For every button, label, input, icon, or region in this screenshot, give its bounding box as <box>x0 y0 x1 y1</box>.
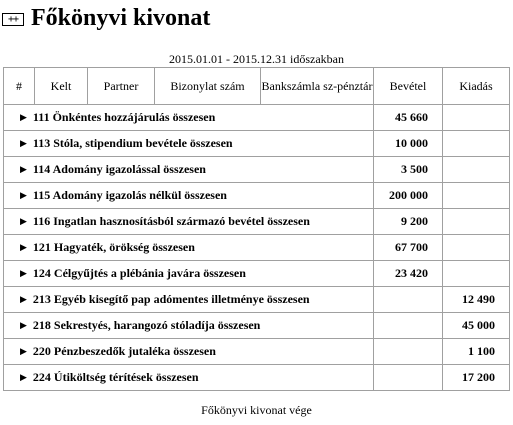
triangle-right-icon[interactable]: ▶ <box>20 216 27 226</box>
table-row[interactable] <box>4 339 510 365</box>
income-cell: 9 200 <box>374 209 443 235</box>
income-cell <box>374 365 443 391</box>
account-summary-cell[interactable] <box>4 105 374 131</box>
income-cell: 67 700 <box>374 235 443 261</box>
column-header-bank-account: Bankszámla sz-pénztár <box>261 68 374 105</box>
triangle-right-icon[interactable]: ▶ <box>20 346 27 356</box>
expense-cell <box>443 183 510 209</box>
column-header-document-number: Bizonylat szám <box>155 68 261 105</box>
table-row[interactable] <box>4 183 510 209</box>
table-row[interactable] <box>4 313 510 339</box>
triangle-right-icon[interactable]: ▶ <box>20 242 27 252</box>
account-summary-cell[interactable] <box>4 287 374 313</box>
table-row[interactable] <box>4 287 510 313</box>
income-cell: 23 420 <box>374 261 443 287</box>
income-cell: 200 000 <box>374 183 443 209</box>
table-row[interactable] <box>4 157 510 183</box>
expense-cell <box>443 157 510 183</box>
column-header-date: Kelt <box>35 68 88 105</box>
page-title: Főkönyvi kivonat <box>31 5 211 31</box>
table-row[interactable] <box>4 365 510 391</box>
income-cell: 10 000 <box>374 131 443 157</box>
account-label: 121 Hagyaték, örökség összesen <box>32 240 195 254</box>
expense-cell <box>443 131 510 157</box>
account-label: 213 Egyéb kisegítő pap adómentes illetménye összesen <box>32 292 310 306</box>
account-label: 115 Adomány igazolás nélkül összesen <box>32 188 227 202</box>
column-header-expense: Kiadás <box>443 68 510 105</box>
expense-cell: 17 200 <box>443 365 510 391</box>
account-label: 224 Útiköltség térítések összesen <box>32 370 199 384</box>
account-label: 111 Önkéntes hozzájárulás összesen <box>32 110 216 124</box>
table-row[interactable] <box>4 105 510 131</box>
triangle-right-icon[interactable]: ▶ <box>20 372 27 382</box>
income-cell <box>374 287 443 313</box>
account-label: 218 Sekrestyés, harangozó stóladíja összesen <box>32 318 261 332</box>
account-label: 220 Pénzbeszedők jutaléka összesen <box>32 344 216 358</box>
expense-cell: 12 490 <box>443 287 510 313</box>
account-summary-cell[interactable] <box>4 339 374 365</box>
expense-cell <box>443 235 510 261</box>
triangle-right-icon[interactable]: ▶ <box>20 294 27 304</box>
account-summary-cell[interactable] <box>4 183 374 209</box>
triangle-right-icon[interactable]: ▶ <box>20 190 27 200</box>
account-label: 116 Ingatlan hasznosításból származó bevétel összesen <box>32 214 310 228</box>
expense-cell <box>443 209 510 235</box>
triangle-right-icon[interactable]: ▶ <box>20 138 27 148</box>
expense-cell <box>443 261 510 287</box>
income-cell <box>374 313 443 339</box>
income-cell <box>374 339 443 365</box>
account-summary-cell[interactable] <box>4 131 374 157</box>
income-cell: 3 500 <box>374 157 443 183</box>
account-summary-cell[interactable] <box>4 157 374 183</box>
table-header-row <box>4 68 510 105</box>
account-summary-cell[interactable] <box>4 365 374 391</box>
account-summary-cell[interactable] <box>4 209 374 235</box>
column-header-income: Bevétel <box>374 68 443 105</box>
account-summary-cell[interactable] <box>4 313 374 339</box>
expense-cell: 1 100 <box>443 339 510 365</box>
income-cell: 45 660 <box>374 105 443 131</box>
table-row[interactable] <box>4 261 510 287</box>
account-summary-cell[interactable] <box>4 261 374 287</box>
expense-cell: 45 000 <box>443 313 510 339</box>
triangle-right-icon[interactable]: ▶ <box>20 320 27 330</box>
triangle-right-icon[interactable]: ▶ <box>20 164 27 174</box>
table-row[interactable] <box>4 131 510 157</box>
triangle-right-icon[interactable]: ▶ <box>20 268 27 278</box>
triangle-right-icon[interactable]: ▶ <box>20 112 27 122</box>
table-row[interactable] <box>4 235 510 261</box>
table-row[interactable] <box>4 209 510 235</box>
ledger-table <box>3 67 510 391</box>
title-row <box>2 4 210 32</box>
expense-cell <box>443 105 510 131</box>
report-footer: Főkönyvi kivonat vége <box>201 403 312 417</box>
ledger-body <box>4 105 510 391</box>
account-label: 114 Adomány igazolással összesen <box>32 162 206 176</box>
expand-all-button[interactable]: ++ <box>2 13 24 26</box>
column-header-partner: Partner <box>88 68 155 105</box>
account-label: 124 Célgyűjtés a plébánia javára összesen <box>32 266 246 280</box>
account-summary-cell[interactable] <box>4 235 374 261</box>
account-label: 113 Stóla, stipendium bevétele összesen <box>32 136 233 150</box>
period-caption: 2015.01.01 - 2015.12.31 időszakban <box>169 52 344 66</box>
column-header-number: # <box>4 68 35 105</box>
